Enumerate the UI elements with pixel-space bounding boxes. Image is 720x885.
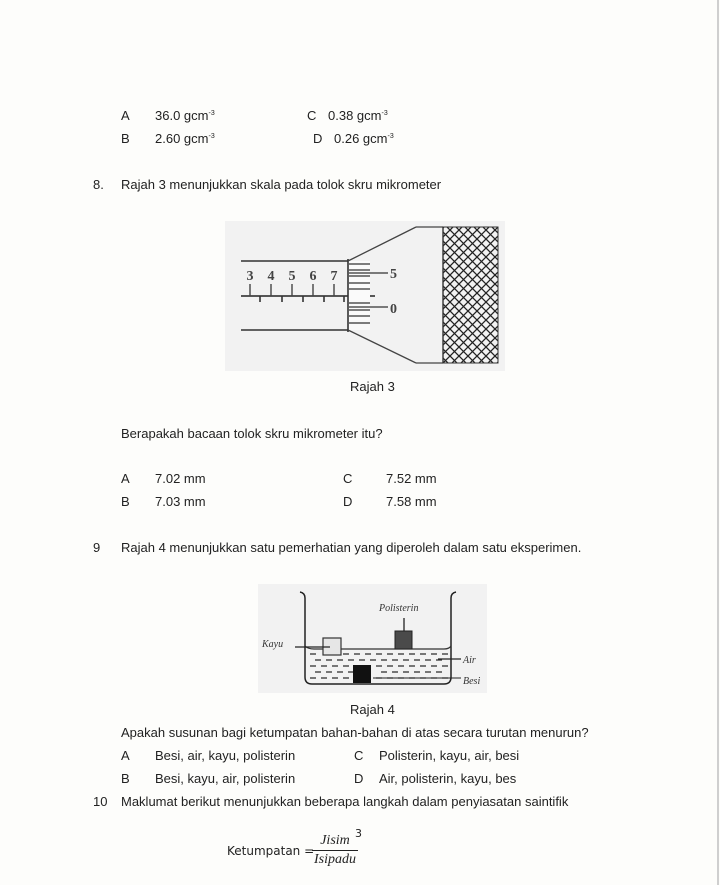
q10-text: Maklumat berikut menunjukkan beberapa langkah dalam penyiasatan saintifik [121, 794, 569, 809]
micrometer-diagram [225, 221, 505, 371]
q7-option-b-exp: -3 [208, 133, 215, 140]
q8-option-c-letter: C [343, 471, 353, 486]
q9-option-b-letter: B [121, 771, 130, 786]
label-air: Air [463, 655, 476, 666]
q8-option-b-letter: B [121, 494, 130, 509]
polystyrene-block [395, 631, 412, 649]
sleeve-label-5: 5 [288, 269, 296, 284]
q8-option-a-value: 7.02 mm [155, 471, 206, 486]
q7-option-d-letter: D [313, 131, 323, 146]
q9-number: 9 [93, 540, 101, 555]
water-dashes [310, 654, 448, 678]
formula-numerator: Jisim [312, 832, 358, 851]
sleeve-label-7: 7 [330, 269, 338, 284]
knurled-ratchet [443, 227, 498, 363]
q9-option-c-letter: C [354, 748, 364, 763]
formula-exponent: 3 [355, 827, 362, 840]
label-kayu: Kayu [262, 639, 284, 650]
label-besi: Besi [463, 676, 481, 687]
q7-option-a-exp: -3 [208, 110, 215, 117]
q7-option-d-value: 0.26 gcm [334, 131, 388, 146]
q7-option-c-value: 0.38 gcm [328, 108, 382, 123]
thimble-label-0: 0 [390, 302, 397, 317]
q7-option-b-value: 2.60 gcm [155, 131, 209, 146]
q7-option-d [334, 131, 394, 147]
density-figure [258, 584, 487, 693]
beaker-diagram [258, 584, 487, 693]
q8-option-d-value: 7.58 mm [386, 494, 437, 509]
q9-text: Rajah 4 menunjukkan satu pemerhatian yang diperoleh dalam satu eksperimen. [121, 540, 582, 555]
iron-block [353, 665, 371, 683]
q7-option-c [328, 108, 388, 124]
q8-question: Berapakah bacaan tolok skru mikrometer itu? [121, 426, 383, 441]
q7-option-a-value: 36.0 gcm [155, 108, 209, 123]
sleeve-label-6: 6 [309, 269, 317, 284]
q9-option-b-value: Besi, kayu, air, polisterin [155, 771, 296, 786]
figure-3-caption: Rajah 3 [350, 379, 395, 394]
q7-option-c-exp: -3 [381, 110, 388, 117]
q9-option-a-letter: A [121, 748, 130, 763]
micrometer-figure [225, 221, 505, 371]
q7-option-c-letter: C [307, 108, 317, 123]
q8-number: 8. [93, 177, 104, 192]
q9-option-d-value: Air, polisterin, kayu, bes [379, 771, 517, 786]
q8-option-a-letter: A [121, 471, 130, 486]
sleeve-half-ticks [260, 296, 344, 302]
q8-text: Rajah 3 menunjukkan skala pada tolok skru mikrometer [121, 177, 442, 192]
sleeve-label-4: 4 [267, 269, 275, 284]
page-edge [717, 0, 719, 885]
q7-option-d-exp: -3 [387, 133, 394, 140]
formula-fraction [312, 832, 358, 869]
sleeve-label-3: 3 [246, 269, 254, 284]
q7-option-a-letter: A [121, 108, 130, 123]
figure-4-caption: Rajah 4 [350, 702, 395, 717]
q7-option-b-letter: B [121, 131, 130, 146]
q9-option-c-value: Polisterin, kayu, air, besi [379, 748, 520, 763]
q9-option-d-letter: D [354, 771, 364, 786]
formula-label: Ketumpatan = [227, 844, 315, 858]
q8-option-c-value: 7.52 mm [386, 471, 437, 486]
label-polisterin: Polisterin [379, 603, 419, 614]
q8-option-b-value: 7.03 mm [155, 494, 206, 509]
q8-option-d-letter: D [343, 494, 353, 509]
thimble-label-5: 5 [390, 267, 397, 282]
formula-denominator: Isipadu [314, 852, 356, 867]
q9-question: Apakah susunan bagi ketumpatan bahan-bahan di atas secara turutan menurun? [121, 725, 589, 740]
q9-option-a-value: Besi, air, kayu, polisterin [155, 748, 296, 763]
q7-option-b [155, 131, 215, 147]
q10-number: 10 [93, 794, 108, 809]
sleeve-main-ticks [250, 284, 334, 296]
q7-option-a [155, 108, 215, 124]
